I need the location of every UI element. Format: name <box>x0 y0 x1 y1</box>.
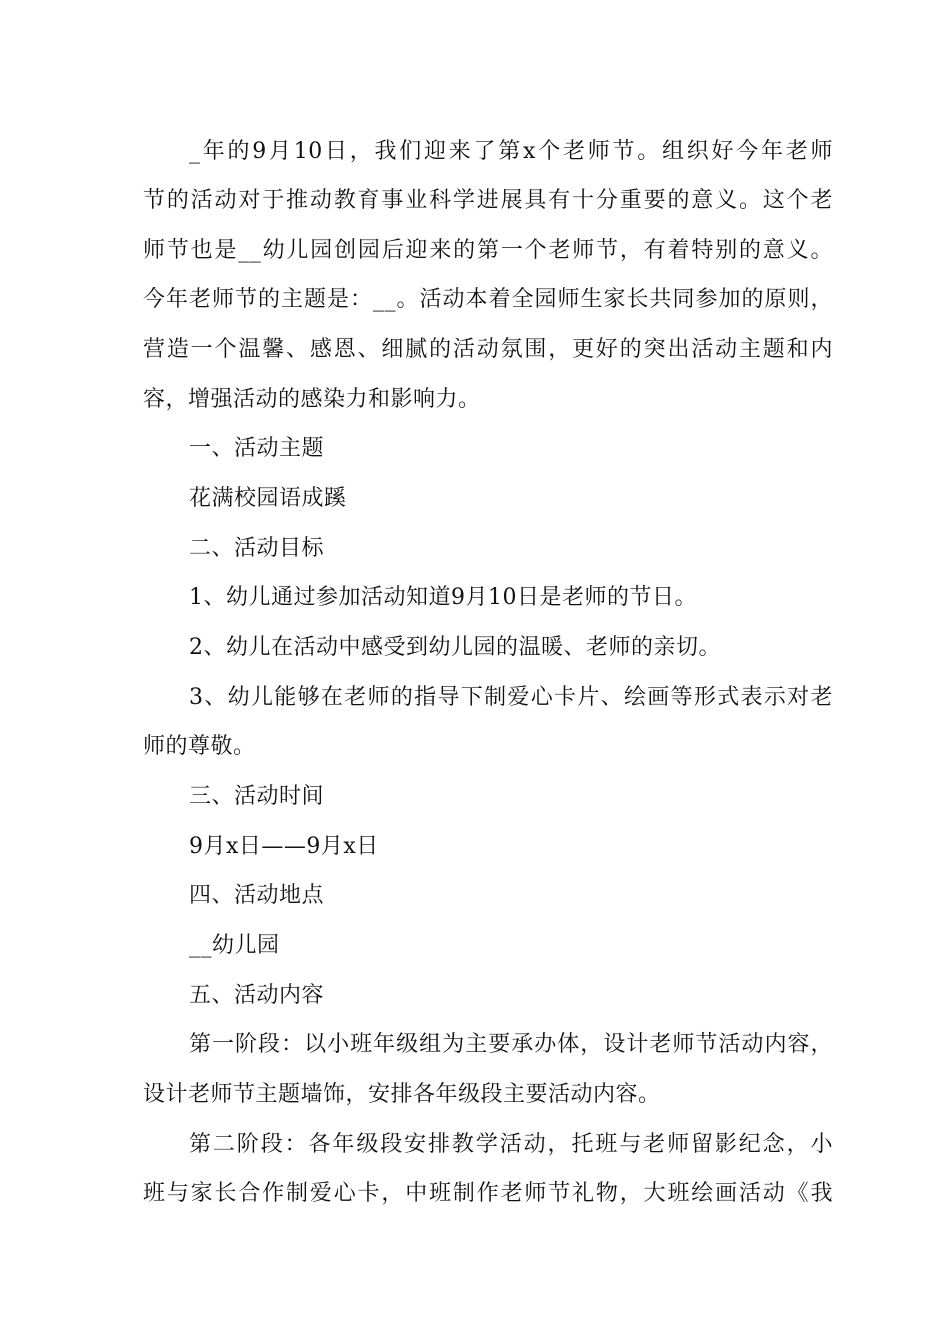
paragraph-intro-line-5: 营造一个温馨、感恩、细腻的活动氛围，更好的突出活动主题和内 <box>143 337 833 362</box>
location-text: __幼儿园 <box>189 933 280 958</box>
paragraph-intro-line-1: _年的9月10日，我们迎来了第x个老师节。组织好今年老师 <box>189 139 833 164</box>
section-heading-time: 三、活动时间 <box>189 784 325 809</box>
section-heading-content: 五、活动内容 <box>189 983 325 1008</box>
stage-1-line-2: 设计老师节主题墙饰，安排各年级段主要活动内容。 <box>143 1082 661 1107</box>
paragraph-intro-line-2: 节的活动对于推动教育事业科学进展具有十分重要的意义。这个老 <box>143 188 833 213</box>
section-heading-goals: 二、活动目标 <box>189 536 325 561</box>
paragraph-intro-line-4: 今年老师节的主题是：__。活动本着全园师生家长共同参加的原则， <box>143 287 833 312</box>
goal-item-2: 2、幼儿在活动中感受到幼儿园的温暖、老师的亲切。 <box>189 635 721 660</box>
theme-text: 花满校园语成蹊 <box>189 486 347 511</box>
paragraph-intro-line-6: 容，增强活动的感染力和影响力。 <box>143 387 481 412</box>
stage-1-line-1: 第一阶段：以小班年级组为主要承办体，设计老师节活动内容， <box>189 1032 833 1057</box>
goal-item-3-line-2: 师的尊敬。 <box>143 734 256 759</box>
goal-item-3-line-1: 3、幼儿能够在老师的指导下制爱心卡片、绘画等形式表示对老 <box>189 685 833 710</box>
section-heading-location: 四、活动地点 <box>189 883 325 908</box>
stage-2-line-2: 班与家长合作制爱心卡，中班制作老师节礼物，大班绘画活动《我 <box>143 1181 833 1206</box>
stage-2-line-1: 第二阶段：各年级段安排教学活动，托班与老师留影纪念，小 <box>189 1132 833 1157</box>
section-heading-theme: 一、活动主题 <box>189 436 325 461</box>
goal-item-1: 1、幼儿通过参加活动知道9月10日是老师的节日。 <box>189 585 697 610</box>
paragraph-intro-line-3: 师节也是__幼儿园创园后迎来的第一个老师节，有着特别的意义。 <box>143 238 833 263</box>
time-text: 9月x日——9月x日 <box>189 834 379 859</box>
